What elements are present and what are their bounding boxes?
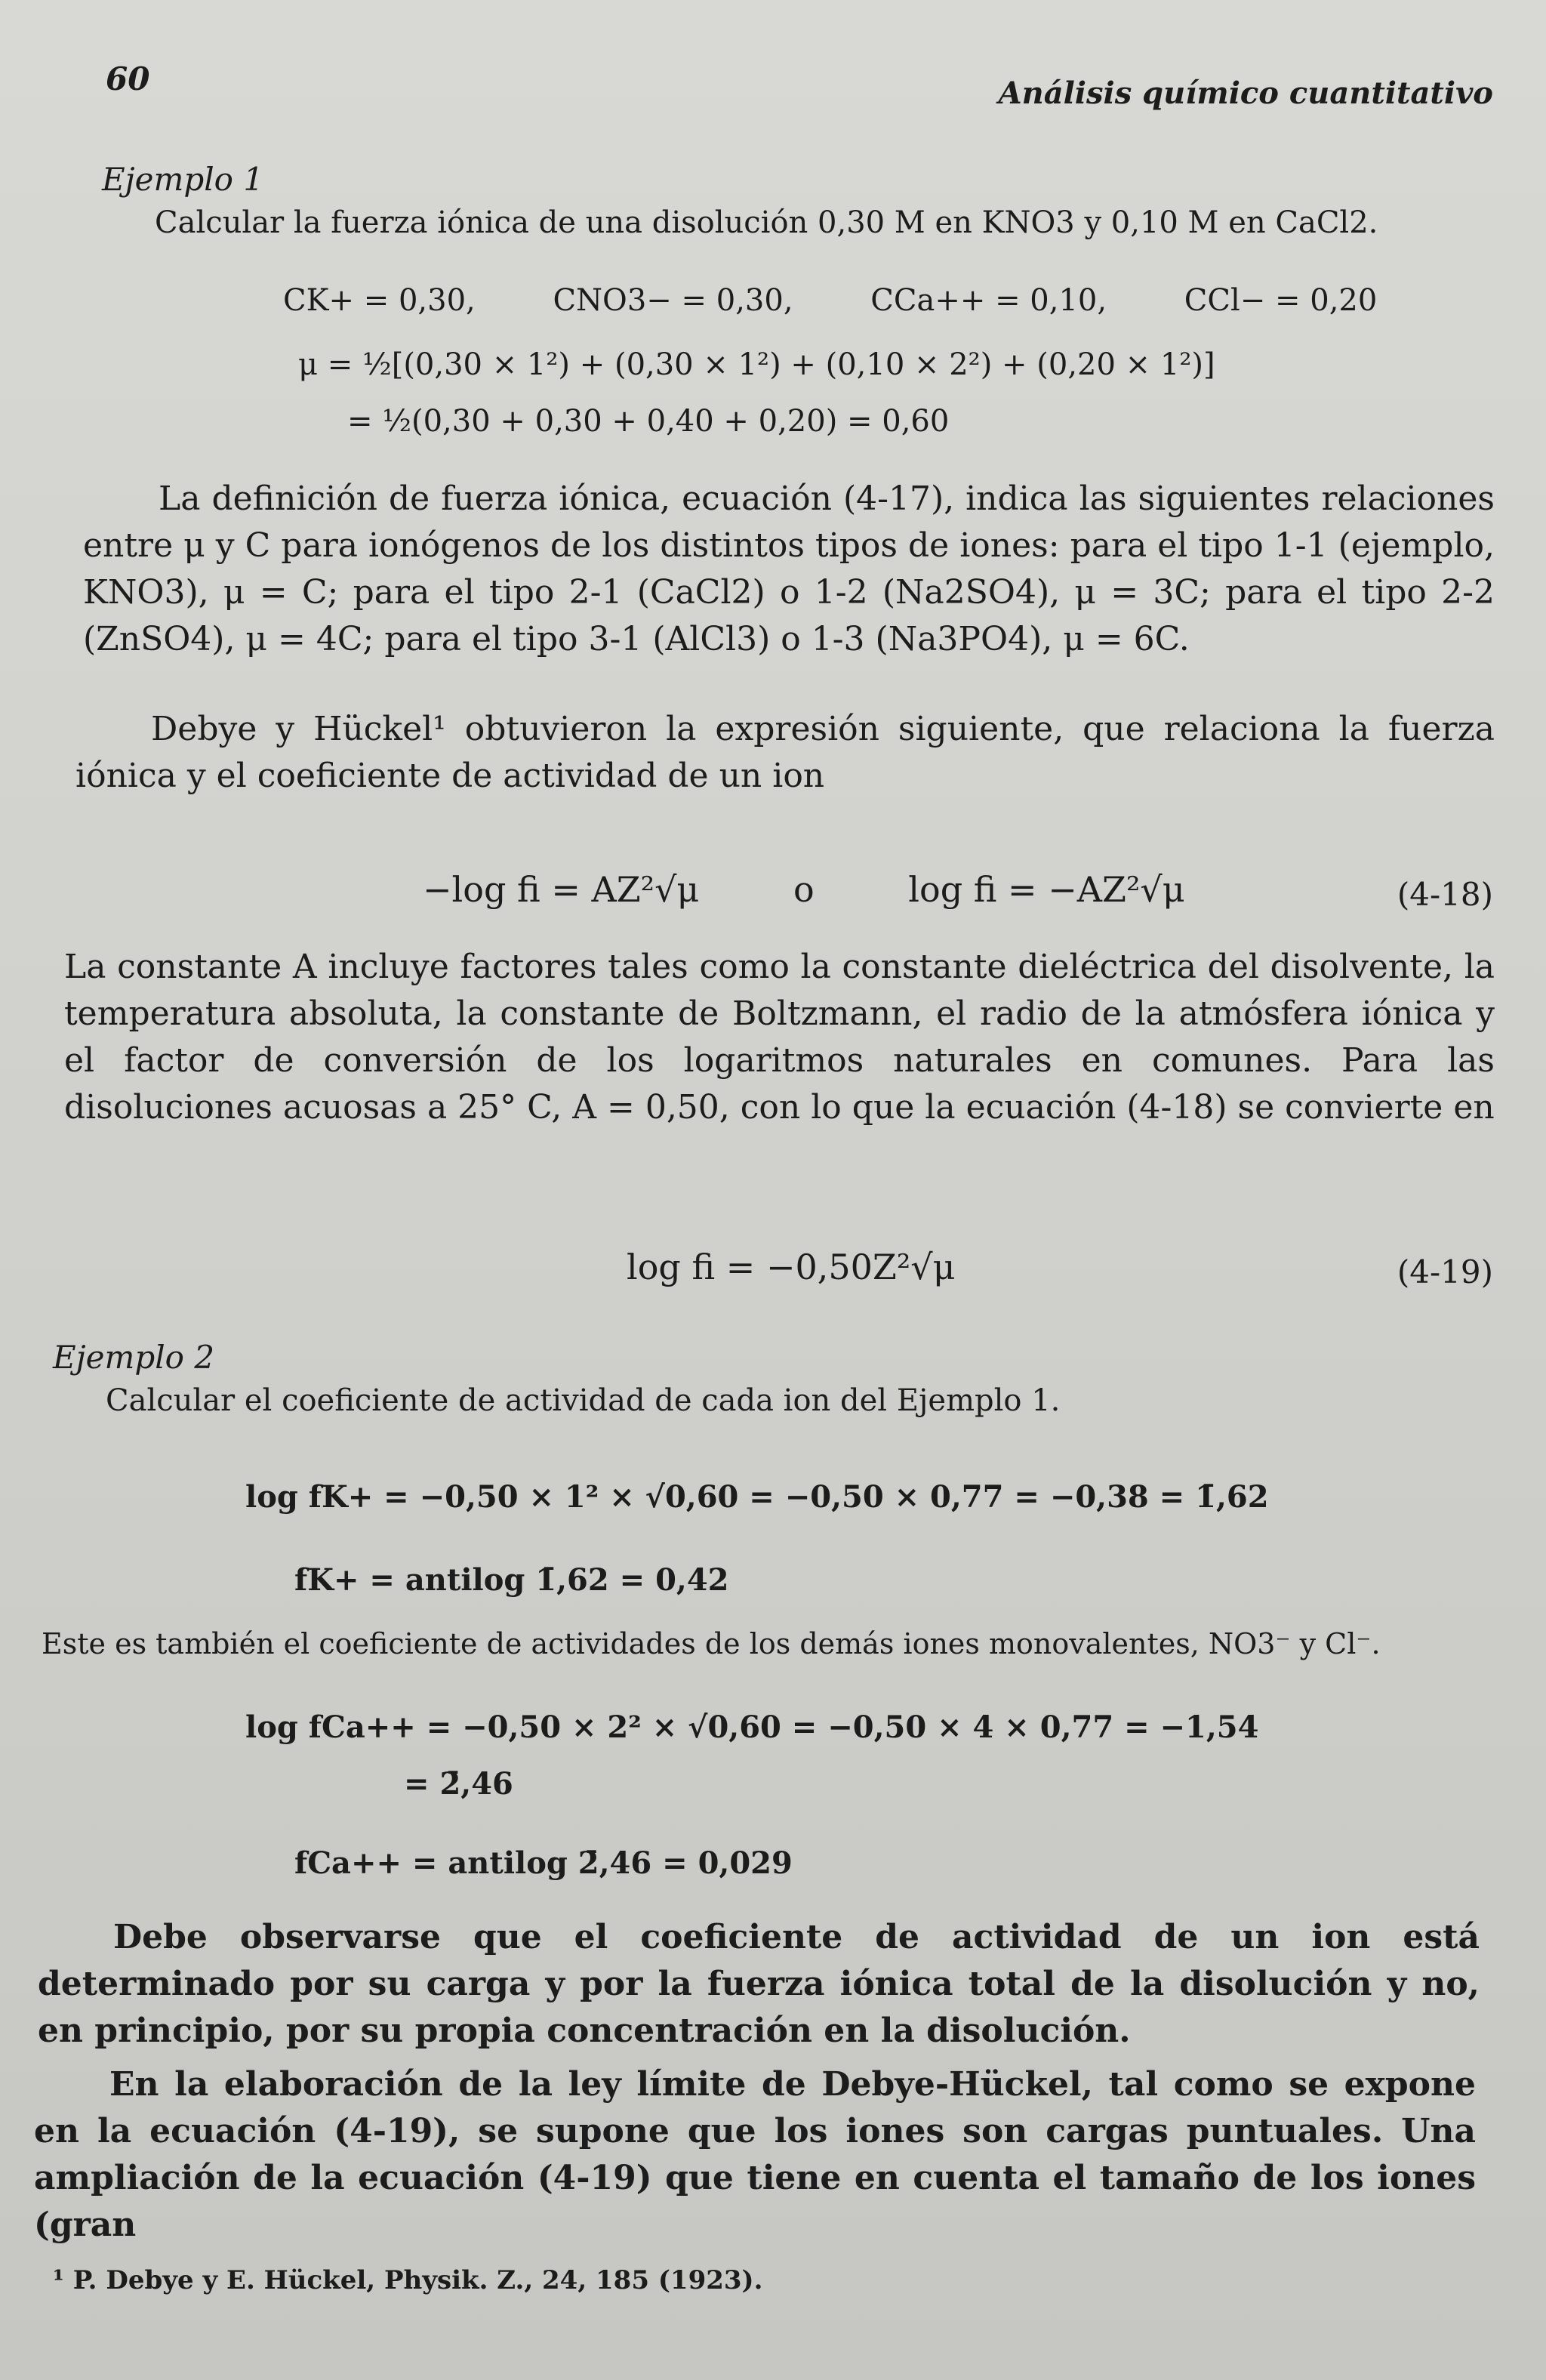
constant-text: La constante A incluye factores tales como la constante dieléctrica del disolvente, la temperatura absoluta, la constante de Boltzmann, el radio de la atmósfera iónica y el factor de conversión de los logaritmos naturales en comunes. Para las disoluciones acuosas a 25° C, A = 0,50, con lo que la ecuación (4-18) se convierte en — [64, 948, 1495, 1127]
k-log-line: log fK+ = −0,50 × 1² × √0,60 = −0,50 × 0,77 = −0,38 = 1̄,62 — [245, 1479, 1269, 1515]
paragraph-definition — [83, 476, 1495, 663]
conc-no3: CNO3− = 0,30, — [553, 283, 793, 318]
conc-cl: CCl− = 0,20 — [1184, 283, 1378, 318]
example-1 — [102, 159, 1491, 245]
ca-log-line-2: = 2̄,46 — [404, 1766, 513, 1802]
k-activity-line: fK+ = antilog 1̄,62 = 0,42 — [294, 1562, 729, 1598]
paragraph-observe — [38, 1914, 1480, 2055]
conc-ca: CCa++ = 0,10, — [870, 283, 1107, 318]
ionic-strength-line-2: = ½(0,30 + 0,30 + 0,40 + 0,20) = 0,60 — [347, 404, 950, 439]
example-1-title: Ejemplo 1 — [102, 161, 264, 198]
equation-4-19: log fi = −0,50Z²√μ — [627, 1247, 956, 1287]
eq418-or: o — [793, 869, 815, 910]
example-1-statement: Calcular la fuerza iónica de una disolución 0,30 M en KNO3 y 0,10 M en CaCl2. — [155, 205, 1378, 240]
observe-text: Debe observarse que el coeficiente de actividad de un ion está determinado por su carga y por la fuerza iónica total de la disolución y no, en principio, por su propia concentración en la disolución. — [38, 1918, 1480, 2050]
paragraph-debye — [75, 706, 1495, 800]
example-2-title: Ejemplo 2 — [53, 1339, 215, 1376]
equation-4-19-number: (4-19) — [1397, 1253, 1493, 1290]
equation-4-18-number: (4-18) — [1397, 876, 1493, 913]
eq418-right: log fi = −AZ²√μ — [908, 869, 1185, 910]
ca-activity-line: fCa++ = antilog 2̄,46 = 0,029 — [294, 1845, 793, 1881]
debye-text: Debye y Hückel¹ obtuvieron la expresión siguiente, que relaciona la fuerza iónica y el coeficiente de actividad de un ion — [75, 710, 1495, 795]
example-2 — [53, 1336, 1472, 1423]
page-header — [91, 60, 1493, 113]
ionic-strength-line-1: μ = ½[(0,30 × 1²) + (0,30 × 1²) + (0,10 × 2²) + (0,20 × 1²)] — [298, 347, 1215, 382]
footnote: ¹ P. Debye y E. Hückel, Physik. Z., 24, 185 (1923). — [53, 2265, 763, 2295]
page-number: 60 — [106, 60, 150, 97]
concentrations-line — [283, 279, 1377, 322]
equation-4-18 — [423, 868, 1185, 911]
paragraph-constant — [64, 944, 1495, 1131]
example-2-statement: Calcular el coeficiente de actividad de cada ion del Ejemplo 1. — [106, 1383, 1061, 1418]
definition-text: La definición de fuerza iónica, ecuación (4-17), indica las siguientes relaciones entre μ y C para ionógenos de los distintos tipos de iones: para el tipo 1-1 (ejemplo, KNO3), μ = C; para el tipo 2-1 (CaCl2) o 1-2 (Na2SO4), μ = 3C; para el tipo 2-2 (ZnSO4), μ = 4C; para el tipo 3-1 (AlCl3) o 1-3 (Na3PO4), μ = 6C. — [83, 479, 1495, 658]
monovalent-note-text: Este es también el coeficiente de actividades de los demás iones monovalentes, NO3⁻ y Cl⁻. — [42, 1627, 1381, 1660]
paragraph-elaboration — [34, 2061, 1476, 2249]
conc-k: CK+ = 0,30, — [283, 283, 476, 318]
ca-log-line-1: log fCa++ = −0,50 × 2² × √0,60 = −0,50 × 4 × 0,77 = −1,54 — [245, 1709, 1259, 1745]
monovalent-note — [42, 1623, 1498, 1664]
running-head: Análisis químico cuantitativo — [998, 76, 1493, 111]
elaboration-text: En la elaboración de la ley límite de Debye-Hückel, tal como se expone en la ecuación (4-19), se supone que los iones son cargas puntuales. Una ampliación de la ecuación (4-19) que tiene en cuenta el tamaño de los iones (gran — [34, 2065, 1476, 2244]
eq418-left: −log fi = AZ²√μ — [423, 869, 700, 910]
